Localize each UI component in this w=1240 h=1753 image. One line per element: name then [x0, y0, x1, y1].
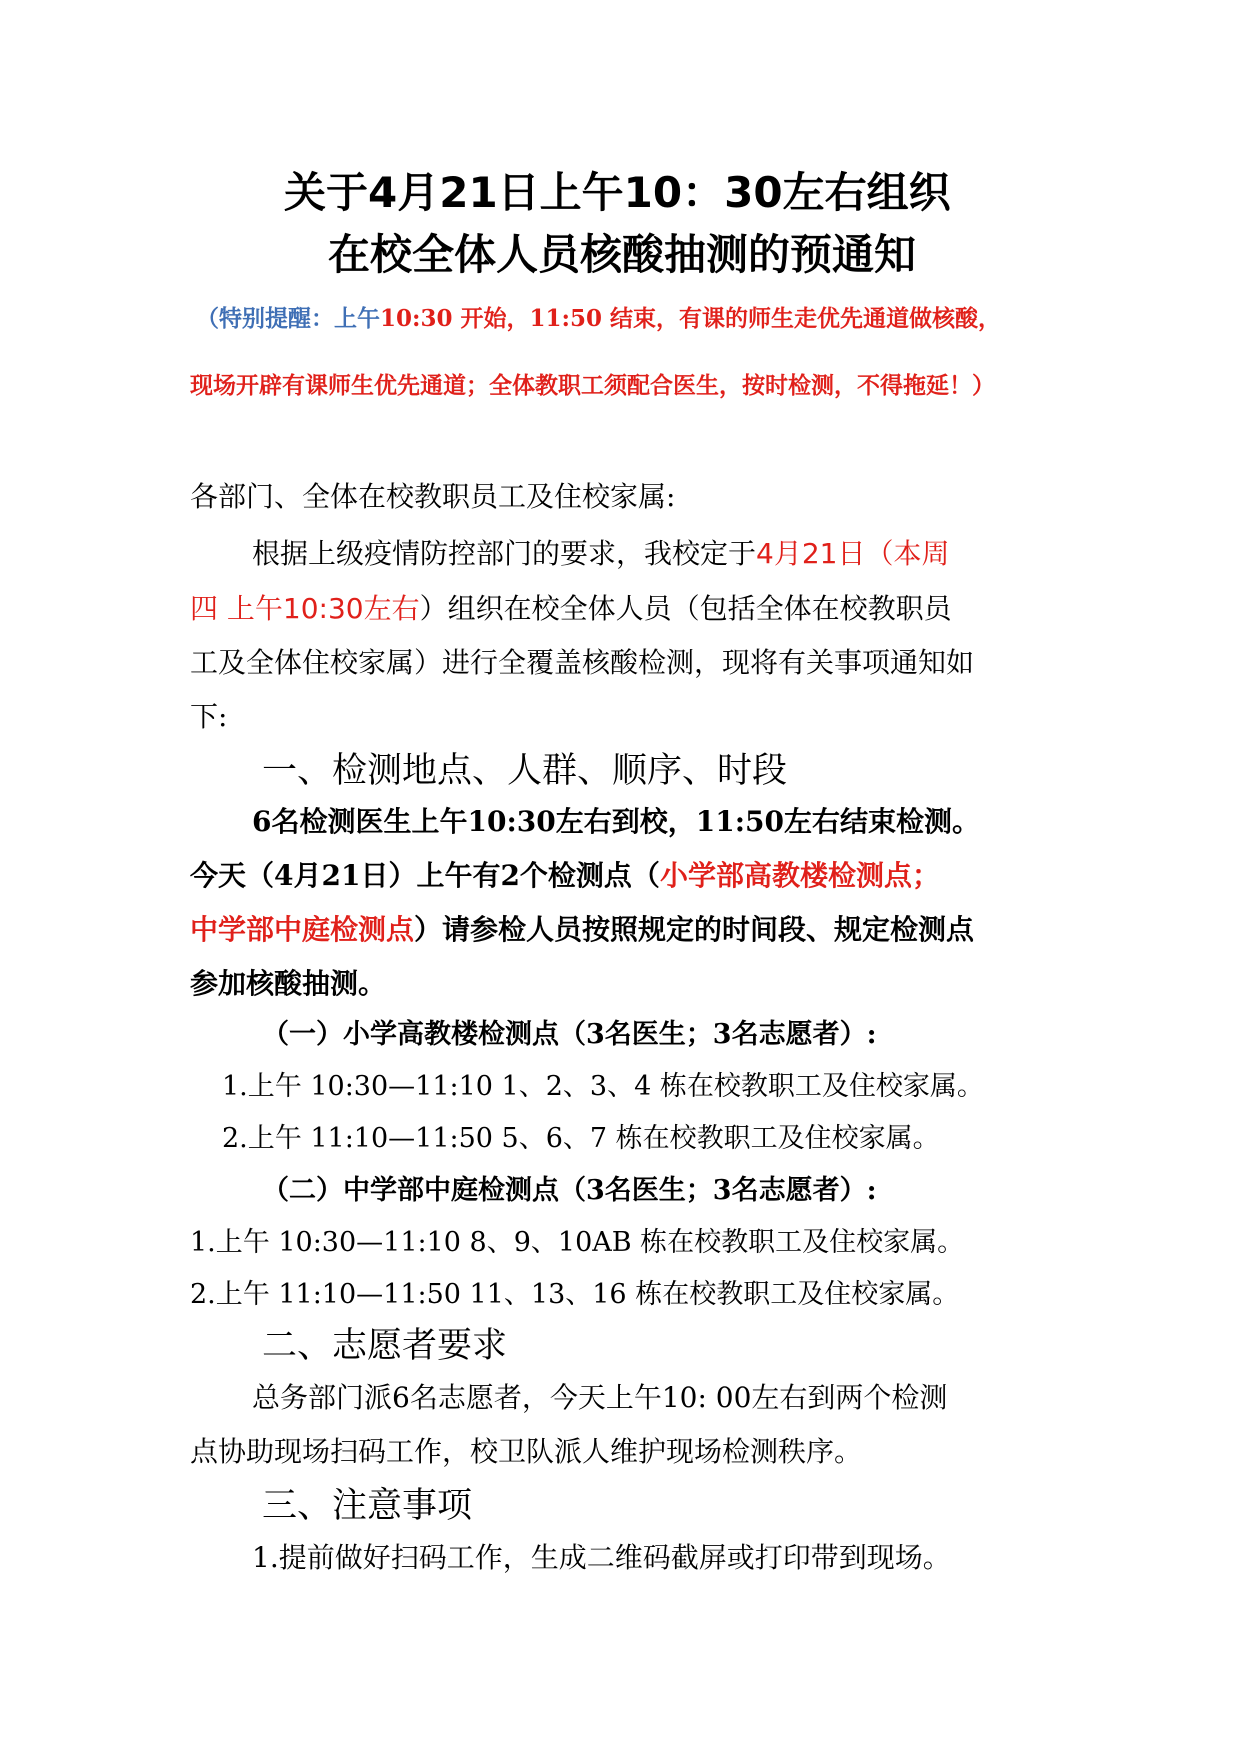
intro-line-1	[252, 532, 949, 572]
intro-time-highlight: 四 上午10:30左右	[190, 592, 420, 625]
subsection-1-heading: （一）小学高教楼检测点（3名医生；3名志愿者）:	[262, 1019, 877, 1050]
section-2-heading: 二、志愿者要求	[262, 1326, 508, 1366]
intro-line-2	[190, 587, 952, 627]
middle-site-highlight: 中学部中庭检测点	[190, 913, 415, 946]
primary-site-highlight: 小学部高教楼检测点；	[659, 859, 940, 892]
section-1-para-line-2	[190, 854, 940, 894]
intro-line-3: 工及全体住校家属）进行全覆盖核酸检测，现将有关事项通知如	[190, 646, 975, 679]
subsection-1-item-2: 2.上午 11:10—11:50 5、6、7 栋在校教职工及住校家属。	[222, 1123, 940, 1154]
subsection-2-item-1: 1.上午 10:30—11:10 8、9、10AB 栋在校教职工及住校家属。	[190, 1227, 965, 1258]
section-1-para-line-3	[190, 908, 974, 948]
reminder-prefix: （特别提醒：	[196, 305, 334, 332]
title-line-1: 关于4月21日上午10：30左右组织	[284, 168, 951, 217]
section-2-line-2: 点协助现场扫码工作，校卫队派人维护现场检测秩序。	[190, 1435, 863, 1468]
section-1-para-line-1: 6名检测医生上午10:30左右到校，11:50左右结束检测。	[252, 805, 981, 838]
subsection-2-item-2: 2.上午 11:10—11:50 11、13、16 栋在校教职工及住校家属。	[190, 1279, 960, 1310]
reminder-line-1-rest: 10:30 开始，11:50 结束，有课的师生走优先通道做核酸，	[380, 305, 1002, 332]
title-line-2: 在校全体人员核酸抽测的预通知	[328, 230, 917, 279]
reminder-line-2: 现场开辟有课师生优先通道；全体教职工须配合医生，按时检测，不得拖延！）	[190, 372, 995, 399]
reminder-blue: 上午	[334, 305, 380, 332]
salutation: 各部门、全体在校教职员工及住校家属:	[190, 480, 676, 513]
section-1-para-line-2-a: 今天（4月21日）上午有2个检测点（	[190, 859, 660, 892]
section-3-item-1: 1.提前做好扫码工作，生成二维码截屏或打印带到现场。	[252, 1541, 951, 1574]
intro-line-1-a: 根据上级疫情防控部门的要求，我校定于	[252, 537, 757, 570]
section-1-heading: 一、检测地点、人群、顺序、时段	[262, 751, 788, 791]
section-1-para-line-3-b: ）请参检人员按照规定的时间段、规定检测点	[414, 913, 975, 946]
reminder-line-1	[196, 300, 1001, 333]
intro-date-highlight: 4月21日（本周	[756, 537, 950, 570]
section-3-heading: 三、注意事项	[262, 1486, 473, 1526]
intro-line-4: 下:	[190, 700, 228, 733]
subsection-1-item-1: 1.上午 10:30—11:10 1、2、3、4 栋在校教职工及住校家属。	[222, 1071, 984, 1102]
section-1-para-line-4: 参加核酸抽测。	[190, 967, 387, 1000]
subsection-2-heading: （二）中学部中庭检测点（3名医生；3名志愿者）:	[262, 1175, 877, 1206]
section-2-line-1: 总务部门派6名志愿者，今天上午10: 00左右到两个检测	[252, 1381, 948, 1414]
intro-line-2-b: ）组织在校全体人员（包括全体在校教职员	[419, 592, 952, 625]
